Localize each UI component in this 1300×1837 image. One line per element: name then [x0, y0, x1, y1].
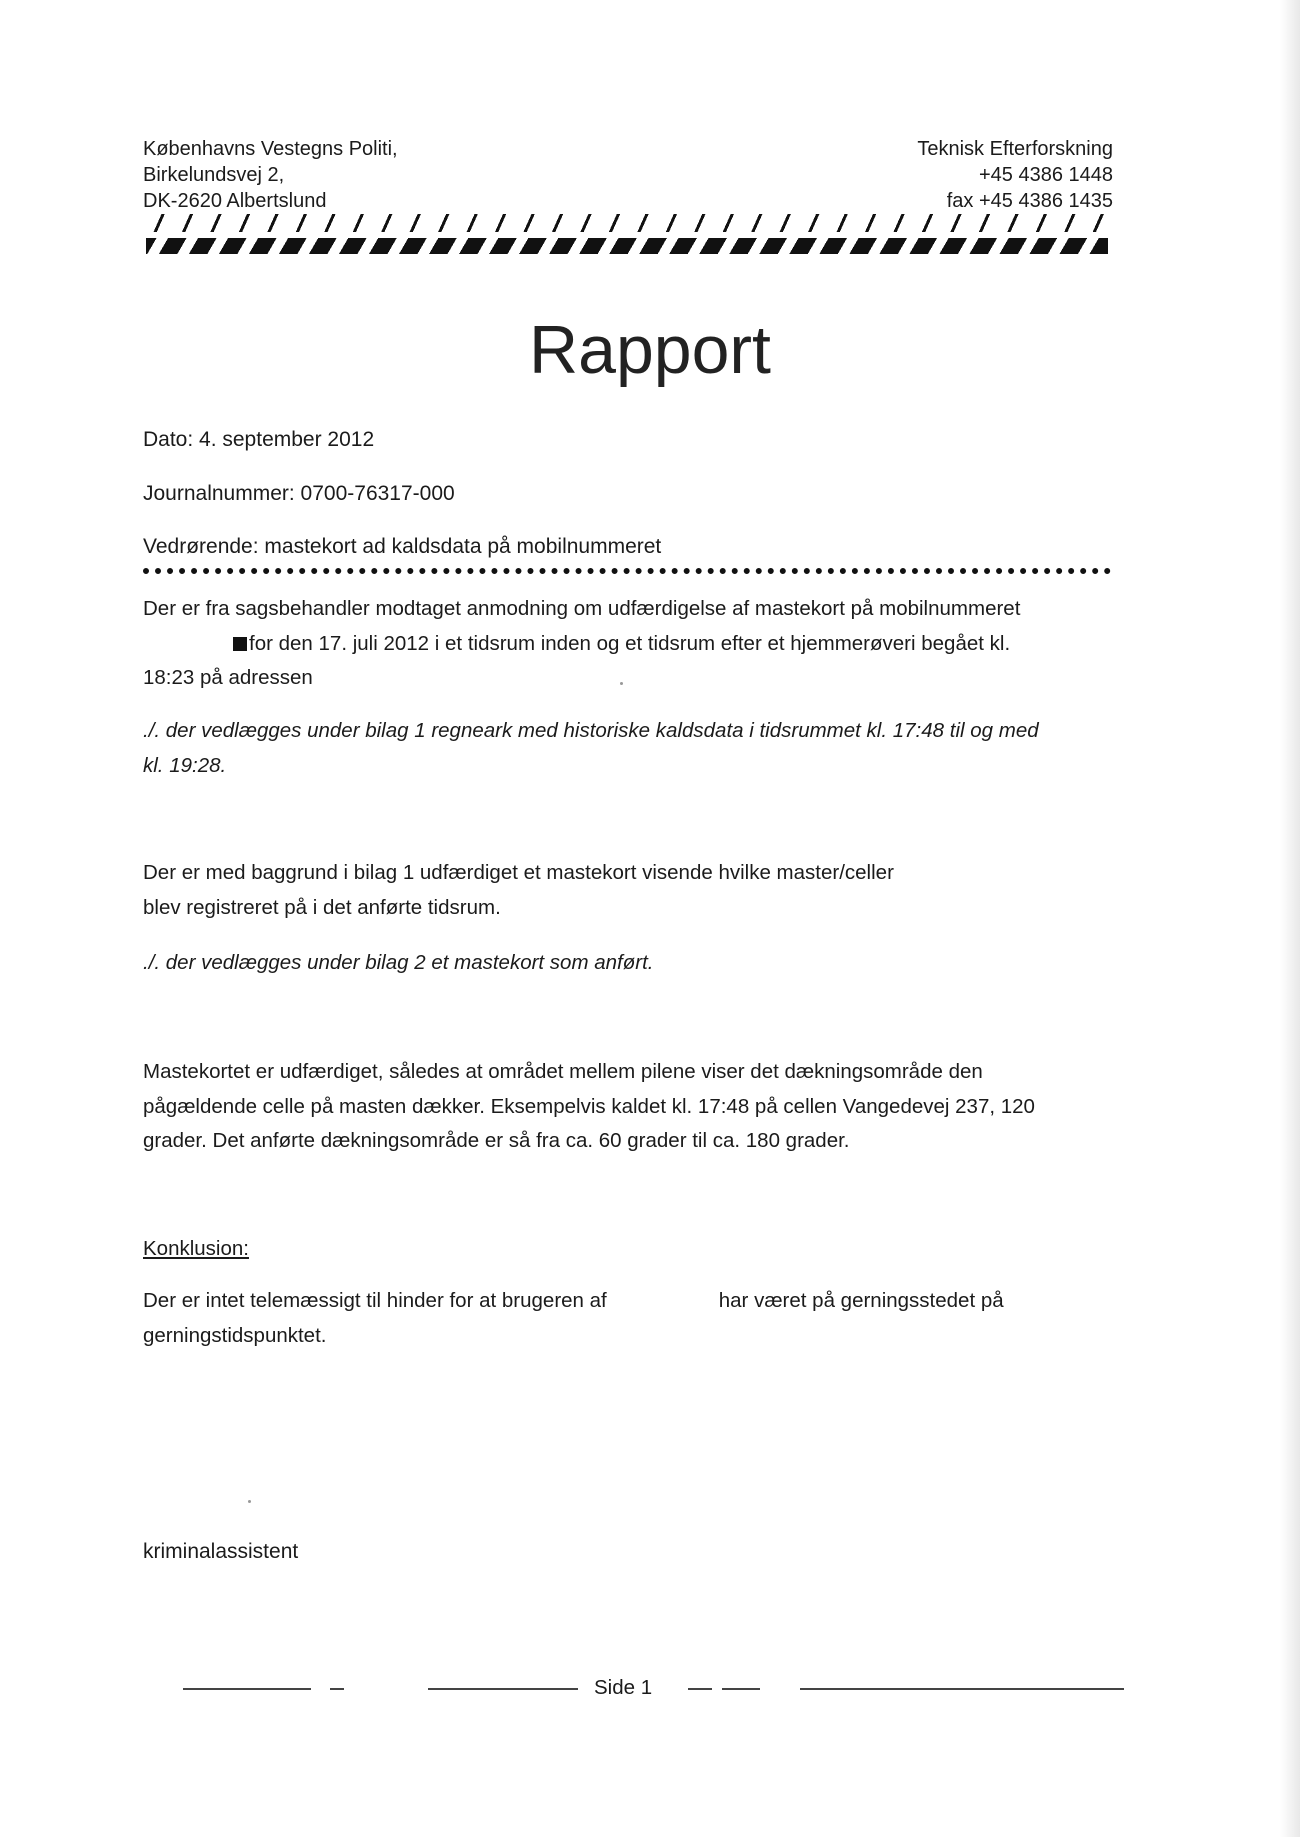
paragraph-conclusion [143, 1284, 1123, 1353]
paragraph-mast-map [143, 856, 1123, 925]
text-line: 18:23 på adressen [143, 666, 313, 689]
paragraph-attachment-2 [143, 946, 1123, 981]
paragraph-request [143, 592, 1123, 696]
text-fragment: har været på gerningsstedet på [718, 1289, 1004, 1312]
department-line: Teknisk Efterforskning [917, 138, 1113, 160]
text-line: Der er med baggrund i bilag 1 udfærdiget et mastekort visende hvilke master/celler [143, 861, 894, 884]
text-line: blev registreret på i det anførte tidsrum. [143, 895, 501, 919]
header-stripe-bottom [146, 238, 1108, 254]
text-line: grader. Det anførte dækningsområde er så fra ca. 60 grader til ca. 180 grader. [143, 1129, 850, 1152]
text-fragment: Der er intet telemæssigt til hinder for at brugeren af [143, 1289, 607, 1312]
sender-line: DK-2620 Albertslund [143, 190, 327, 212]
dotted-divider [143, 568, 1111, 574]
department-line: +45 4386 1448 [978, 164, 1113, 186]
page-edge [1280, 0, 1300, 1837]
sender-line: Københavns Vestegns Politi, [143, 138, 398, 160]
conclusion-heading: Konklusion: [143, 1237, 249, 1260]
signature-title: kriminalassistent [143, 1540, 299, 1563]
page-title: Rapport [529, 312, 771, 388]
page-footer [0, 1674, 1300, 1704]
text-line: kl. 19:28. [143, 753, 227, 777]
text-line-indented [143, 627, 1123, 662]
text-line: pågældende celle på masten dækker. Eksempelvis kaldet kl. 17:48 på cellen Vangedevej 237, 120 [143, 1094, 1035, 1118]
page-number: Side 1 [594, 1676, 653, 1699]
redaction-mark [233, 637, 247, 651]
paragraph-coverage [143, 1055, 1123, 1159]
text-line: for den 17. juli 2012 i et tidsrum inden og et tidsrum efter et hjemmerøveri begået kl. [249, 631, 1011, 655]
footer-rule [330, 1688, 344, 1690]
scan-speck [620, 682, 623, 685]
journal-number: Journalnummer: 0700-76317-000 [143, 482, 455, 505]
conclusion-line [143, 1284, 1123, 1319]
footer-rule [800, 1688, 1124, 1690]
footer-rule [688, 1688, 712, 1690]
text-line: Der er fra sagsbehandler modtaget anmodning om udfærdigelse af mastekort på mobilnummeret [143, 597, 1021, 620]
scan-speck [248, 1500, 251, 1503]
subject-line: Vedrørende: mastekort ad kaldsdata på mobilnummeret [143, 535, 662, 558]
footer-rule [428, 1688, 578, 1690]
text-line: Mastekortet er udfærdiget, således at området mellem pilene viser det dækningsområde den [143, 1060, 983, 1083]
date-field: Dato: 4. september 2012 [143, 428, 375, 451]
paragraph-attachment-1 [143, 714, 1123, 783]
text-line: ./. der vedlægges under bilag 1 regneark med historiske kaldsdata i tidsrummet kl. 17:48 til og med [143, 719, 1039, 742]
department-line: fax +45 4386 1435 [946, 190, 1113, 212]
sender-address [143, 136, 398, 214]
text-line: ./. der vedlægges under bilag 2 et mastekort som anført. [143, 951, 654, 974]
footer-rule [722, 1688, 760, 1690]
footer-rule [183, 1688, 311, 1690]
header-stripe-top [146, 214, 1108, 232]
text-line: gerningstidspunktet. [143, 1323, 327, 1347]
sender-line: Birkelundsvej 2, [143, 164, 285, 186]
department-contact [917, 136, 1113, 214]
